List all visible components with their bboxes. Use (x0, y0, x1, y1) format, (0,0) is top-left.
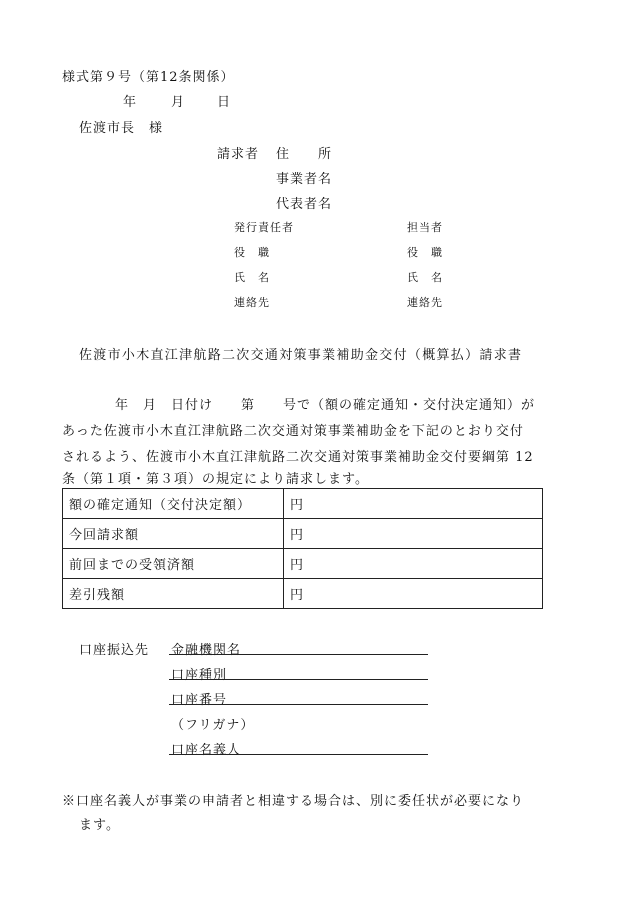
issuer-position: 役 職 (234, 246, 270, 259)
bank-account-number-label: 口座番号 (171, 693, 228, 708)
note-line-2: ます。 (79, 818, 120, 833)
table-row (63, 549, 543, 579)
row-label: 額の確定通知（交付決定額） (63, 489, 284, 519)
issuer-title: 発行責任者 (234, 221, 294, 234)
bank-transfer-label: 口座振込先 (79, 643, 150, 658)
bank-account-holder-line (169, 754, 428, 755)
staff-name: 氏 名 (407, 271, 443, 284)
table-row (63, 579, 543, 609)
addressee: 佐渡市長 様 (79, 121, 164, 136)
document-title: 佐渡市小木直江津航路二次交通対策事業補助金交付（概算払）請求書 (79, 348, 523, 363)
bank-account-type-label: 口座種別 (171, 668, 228, 683)
date-day-label: 日 (217, 95, 232, 110)
row-label: 前回までの受領済額 (63, 549, 284, 579)
date-year-label: 年 (123, 95, 138, 110)
amount-table (62, 488, 543, 609)
row-unit: 円 (284, 489, 543, 519)
bank-institution-label: 金融機関名 (171, 643, 242, 658)
staff-contact: 連絡先 (407, 296, 443, 309)
bank-institution-line (169, 654, 428, 655)
row-unit: 円 (284, 519, 543, 549)
staff-position: 役 職 (407, 246, 443, 259)
date-month-label: 月 (171, 95, 186, 110)
body-line-3: されるよう、佐渡市小木直江津航路二次交通対策事業補助金交付要綱第 12 (62, 450, 534, 465)
table-row (63, 519, 543, 549)
row-unit: 円 (284, 579, 543, 609)
requester-address-label: 住 所 (276, 147, 333, 162)
form-number: 様式第９号（第12条関係） (62, 70, 235, 85)
requester-business-name-label: 事業者名 (276, 172, 333, 187)
bank-account-number-line (169, 704, 428, 705)
bank-account-type-line (169, 679, 428, 680)
body-line-1: 年 月 日付け 第 号で（額の確定通知・交付決定通知）が (115, 398, 536, 413)
bank-account-holder-label: 口座名義人 (171, 743, 242, 758)
row-unit: 円 (284, 549, 543, 579)
row-label: 今回請求額 (63, 519, 284, 549)
requester-representative-label: 代表者名 (276, 197, 333, 212)
staff-title: 担当者 (407, 221, 443, 234)
issuer-contact: 連絡先 (234, 296, 270, 309)
table-row (63, 489, 543, 519)
row-label: 差引残額 (63, 579, 284, 609)
note-line-1: ※口座名義人が事業の申請者と相違する場合は、別に委任状が必要になり (62, 794, 525, 809)
issuer-name: 氏 名 (234, 271, 270, 284)
body-line-2: あった佐渡市小木直江津航路二次交通対策事業補助金を下記のとおり交付 (62, 424, 524, 439)
requester-label: 請求者 (217, 147, 260, 162)
body-line-4: 条（第１項・第３項）の規定により請求します。 (62, 472, 369, 487)
bank-furigana-label: （フリガナ） (171, 718, 255, 733)
